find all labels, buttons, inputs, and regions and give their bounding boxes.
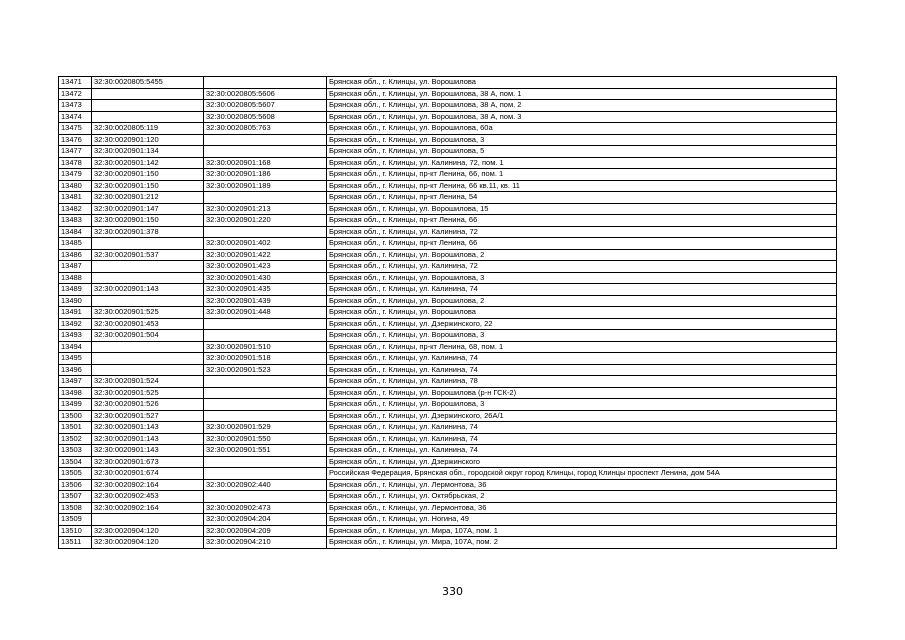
address-cell: Брянская обл., г. Клинцы, ул. Ворошилова, 38 А, пом. 1 <box>327 88 837 100</box>
table-row <box>59 134 837 146</box>
object-cadastral-number-cell: 32:30:0020901:186 <box>204 169 327 181</box>
table-row <box>59 410 837 422</box>
object-cadastral-number-cell: 32:30:0020904:210 <box>204 537 327 549</box>
cadastral-number-cell: 32:30:0020901:504 <box>92 330 204 342</box>
address-cell: Российская Федерация, Брянская обл., городской округ город Клинцы, город Клинцы проспект Ленина, дом 54А <box>327 468 837 480</box>
object-cadastral-number-cell <box>204 376 327 388</box>
table-row <box>59 272 837 284</box>
table-row <box>59 307 837 319</box>
table-row <box>59 364 837 376</box>
cadastral-number-cell <box>92 353 204 365</box>
object-cadastral-number-cell <box>204 387 327 399</box>
table-row <box>59 157 837 169</box>
table-row <box>59 491 837 503</box>
table-row <box>59 203 837 215</box>
table-row <box>59 433 837 445</box>
address-cell: Брянская обл., г. Клинцы, ул. Калинина, 72 <box>327 261 837 273</box>
address-cell: Брянская обл., г. Клинцы, ул. Калинина, 74 <box>327 353 837 365</box>
address-cell: Брянская обл., г. Клинцы, ул. Ворошилова, 38 А, пом. 2 <box>327 100 837 112</box>
table-row <box>59 88 837 100</box>
object-cadastral-number-cell: 32:30:0020901:422 <box>204 249 327 261</box>
object-cadastral-number-cell: 32:30:0020805:763 <box>204 123 327 135</box>
address-cell: Брянская обл., г. Клинцы, ул. Калинина, 72, пом. 1 <box>327 157 837 169</box>
table-row <box>59 238 837 250</box>
row-number-cell: 13503 <box>59 445 92 457</box>
cadastral-number-cell <box>92 341 204 353</box>
object-cadastral-number-cell <box>204 491 327 503</box>
cadastral-number-cell: 32:30:0020904:120 <box>92 525 204 537</box>
table-row <box>59 215 837 227</box>
cadastral-number-cell <box>92 514 204 526</box>
table-row <box>59 77 837 89</box>
row-number-cell: 13507 <box>59 491 92 503</box>
cadastral-number-cell: 32:30:0020901:674 <box>92 468 204 480</box>
address-cell: Брянская обл., г. Клинцы, пр-кт Ленина, 66 <box>327 215 837 227</box>
cadastral-number-cell: 32:30:0020901:143 <box>92 433 204 445</box>
row-number-cell: 13493 <box>59 330 92 342</box>
object-cadastral-number-cell <box>204 192 327 204</box>
object-cadastral-number-cell: 32:30:0020901:523 <box>204 364 327 376</box>
address-cell: Брянская обл., г. Клинцы, пр-кт Ленина, 66 кв.11, кв. 11 <box>327 180 837 192</box>
table-row <box>59 353 837 365</box>
cadastral-number-cell <box>92 111 204 123</box>
row-number-cell: 13477 <box>59 146 92 158</box>
table-row <box>59 422 837 434</box>
address-cell: Брянская обл., г. Клинцы, ул. Ворошилова, 2 <box>327 295 837 307</box>
cadastral-number-cell <box>92 295 204 307</box>
object-cadastral-number-cell: 32:30:0020901:448 <box>204 307 327 319</box>
address-cell: Брянская обл., г. Клинцы, ул. Калинина, 78 <box>327 376 837 388</box>
object-cadastral-number-cell: 32:30:0020901:213 <box>204 203 327 215</box>
address-cell: Брянская обл., г. Клинцы, ул. Лермонтова, 36 <box>327 479 837 491</box>
table-row <box>59 261 837 273</box>
cadastral-number-cell <box>92 100 204 112</box>
table-row <box>59 192 837 204</box>
object-cadastral-number-cell: 32:30:0020901:402 <box>204 238 327 250</box>
cadastral-number-cell: 32:30:0020904:120 <box>92 537 204 549</box>
cadastral-number-cell: 32:30:0020901:378 <box>92 226 204 238</box>
cadastral-number-cell: 32:30:0020902:164 <box>92 502 204 514</box>
object-cadastral-number-cell: 32:30:0020902:473 <box>204 502 327 514</box>
table-row <box>59 169 837 181</box>
address-cell: Брянская обл., г. Клинцы, ул. Калинина, 74 <box>327 422 837 434</box>
cadastral-number-cell <box>92 364 204 376</box>
row-number-cell: 13504 <box>59 456 92 468</box>
cadastral-number-cell: 32:30:0020901:673 <box>92 456 204 468</box>
row-number-cell: 13501 <box>59 422 92 434</box>
row-number-cell: 13475 <box>59 123 92 135</box>
address-cell: Брянская обл., г. Клинцы, пр-кт Ленина, 54 <box>327 192 837 204</box>
table-row <box>59 456 837 468</box>
table-row <box>59 376 837 388</box>
object-cadastral-number-cell: 32:30:0020901:435 <box>204 284 327 296</box>
cadastral-number-cell: 32:30:0020901:142 <box>92 157 204 169</box>
table-row <box>59 295 837 307</box>
row-number-cell: 13472 <box>59 88 92 100</box>
cadastral-number-cell <box>92 238 204 250</box>
row-number-cell: 13481 <box>59 192 92 204</box>
address-cell: Брянская обл., г. Клинцы, ул. Калинина, 72 <box>327 226 837 238</box>
table-row <box>59 249 837 261</box>
row-number-cell: 13480 <box>59 180 92 192</box>
cadastral-number-cell: 32:30:0020901:120 <box>92 134 204 146</box>
row-number-cell: 13484 <box>59 226 92 238</box>
address-cell: Брянская обл., г. Клинцы, ул. Ногина, 49 <box>327 514 837 526</box>
address-cell: Брянская обл., г. Клинцы, ул. Дзержинского, 22 <box>327 318 837 330</box>
table-row <box>59 284 837 296</box>
table-row <box>59 537 837 549</box>
address-cell: Брянская обл., г. Клинцы, ул. Ворошилова, 60а <box>327 123 837 135</box>
row-number-cell: 13505 <box>59 468 92 480</box>
object-cadastral-number-cell: 32:30:0020901:550 <box>204 433 327 445</box>
row-number-cell: 13490 <box>59 295 92 307</box>
object-cadastral-number-cell <box>204 456 327 468</box>
table-row <box>59 330 837 342</box>
object-cadastral-number-cell <box>204 226 327 238</box>
object-cadastral-number-cell: 32:30:0020805:5606 <box>204 88 327 100</box>
address-cell: Брянская обл., г. Клинцы, ул. Ворошилова, 3 <box>327 330 837 342</box>
object-cadastral-number-cell <box>204 134 327 146</box>
cadastral-number-cell: 32:30:0020901:147 <box>92 203 204 215</box>
object-cadastral-number-cell: 32:30:0020805:5607 <box>204 100 327 112</box>
table-row <box>59 387 837 399</box>
table-row <box>59 123 837 135</box>
row-number-cell: 13476 <box>59 134 92 146</box>
table-row <box>59 445 837 457</box>
row-number-cell: 13487 <box>59 261 92 273</box>
table-row <box>59 341 837 353</box>
cadastral-number-cell <box>92 261 204 273</box>
object-cadastral-number-cell: 32:30:0020901:430 <box>204 272 327 284</box>
object-cadastral-number-cell <box>204 410 327 422</box>
row-number-cell: 13508 <box>59 502 92 514</box>
table-row <box>59 525 837 537</box>
cadastral-number-cell: 32:30:0020901:527 <box>92 410 204 422</box>
address-cell: Брянская обл., г. Клинцы, ул. Ворошилова, 3 <box>327 134 837 146</box>
address-cell: Брянская обл., г. Клинцы, ул. Ворошилова, 5 <box>327 146 837 158</box>
cadastral-number-cell <box>92 272 204 284</box>
object-cadastral-number-cell <box>204 330 327 342</box>
address-cell: Брянская обл., г. Клинцы, ул. Ворошилова (р-н ГСК-2) <box>327 387 837 399</box>
address-cell: Брянская обл., г. Клинцы, ул. Дзержинского, 26А/1 <box>327 410 837 422</box>
address-cell: Брянская обл., г. Клинцы, пр-кт Ленина, 66 <box>327 238 837 250</box>
table-row <box>59 146 837 158</box>
cadastral-number-cell: 32:30:0020902:453 <box>92 491 204 503</box>
cadastral-number-cell: 32:30:0020901:143 <box>92 422 204 434</box>
row-number-cell: 13483 <box>59 215 92 227</box>
address-cell: Брянская обл., г. Клинцы, пр-кт Ленина, 68, пом. 1 <box>327 341 837 353</box>
address-cell: Брянская обл., г. Клинцы, ул. Калинина, 74 <box>327 445 837 457</box>
object-cadastral-number-cell: 32:30:0020902:440 <box>204 479 327 491</box>
object-cadastral-number-cell: 32:30:0020901:220 <box>204 215 327 227</box>
object-cadastral-number-cell <box>204 318 327 330</box>
table-row <box>59 111 837 123</box>
cadastral-number-cell: 32:30:0020805:119 <box>92 123 204 135</box>
row-number-cell: 13511 <box>59 537 92 549</box>
row-number-cell: 13482 <box>59 203 92 215</box>
address-cell: Брянская обл., г. Клинцы, ул. Октябрьская, 2 <box>327 491 837 503</box>
cadastral-number-cell: 32:30:0020901:525 <box>92 387 204 399</box>
row-number-cell: 13471 <box>59 77 92 89</box>
object-cadastral-number-cell: 32:30:0020901:189 <box>204 180 327 192</box>
address-cell: Брянская обл., г. Клинцы, ул. Ворошилова, 15 <box>327 203 837 215</box>
object-cadastral-number-cell <box>204 468 327 480</box>
object-cadastral-number-cell: 32:30:0020901:518 <box>204 353 327 365</box>
object-cadastral-number-cell: 32:30:0020901:168 <box>204 157 327 169</box>
table-row <box>59 399 837 411</box>
row-number-cell: 13498 <box>59 387 92 399</box>
table-row <box>59 226 837 238</box>
address-cell: Брянская обл., г. Клинцы, ул. Ворошилова, 3 <box>327 399 837 411</box>
object-cadastral-number-cell: 32:30:0020901:423 <box>204 261 327 273</box>
cadastral-number-cell: 32:30:0020902:164 <box>92 479 204 491</box>
cadastral-number-cell: 32:30:0020901:526 <box>92 399 204 411</box>
row-number-cell: 13485 <box>59 238 92 250</box>
cadastral-number-cell: 32:30:0020901:143 <box>92 284 204 296</box>
cadastral-number-cell <box>92 88 204 100</box>
object-cadastral-number-cell: 32:30:0020904:209 <box>204 525 327 537</box>
address-cell: Брянская обл., г. Клинцы, пр-кт Ленина, 66, пом. 1 <box>327 169 837 181</box>
row-number-cell: 13509 <box>59 514 92 526</box>
table-row <box>59 468 837 480</box>
row-number-cell: 13473 <box>59 100 92 112</box>
address-cell: Брянская обл., г. Клинцы, ул. Лермонтова, 36 <box>327 502 837 514</box>
address-cell: Брянская обл., г. Клинцы, ул. Ворошилова <box>327 77 837 89</box>
row-number-cell: 13497 <box>59 376 92 388</box>
cadastral-number-cell: 32:30:0020901:143 <box>92 445 204 457</box>
table-row <box>59 514 837 526</box>
row-number-cell: 13492 <box>59 318 92 330</box>
row-number-cell: 13496 <box>59 364 92 376</box>
table-row <box>59 100 837 112</box>
row-number-cell: 13479 <box>59 169 92 181</box>
registry-table-body <box>59 77 837 549</box>
object-cadastral-number-cell: 32:30:0020901:510 <box>204 341 327 353</box>
cadastral-number-cell: 32:30:0020805:5455 <box>92 77 204 89</box>
cadastral-number-cell: 32:30:0020901:150 <box>92 215 204 227</box>
object-cadastral-number-cell <box>204 399 327 411</box>
row-number-cell: 13474 <box>59 111 92 123</box>
registry-table <box>58 76 837 549</box>
page-number: 330 <box>442 585 463 598</box>
row-number-cell: 13502 <box>59 433 92 445</box>
address-cell: Брянская обл., г. Клинцы, ул. Ворошилова, 38 А, пом. 3 <box>327 111 837 123</box>
address-cell: Брянская обл., г. Клинцы, ул. Мира, 107А, пом. 2 <box>327 537 837 549</box>
row-number-cell: 13495 <box>59 353 92 365</box>
row-number-cell: 13491 <box>59 307 92 319</box>
cadastral-number-cell: 32:30:0020901:525 <box>92 307 204 319</box>
object-cadastral-number-cell <box>204 77 327 89</box>
address-cell: Брянская обл., г. Клинцы, ул. Ворошилова, 3 <box>327 272 837 284</box>
row-number-cell: 13489 <box>59 284 92 296</box>
row-number-cell: 13510 <box>59 525 92 537</box>
row-number-cell: 13488 <box>59 272 92 284</box>
address-cell: Брянская обл., г. Клинцы, ул. Ворошилова, 2 <box>327 249 837 261</box>
address-cell: Брянская обл., г. Клинцы, ул. Ворошилова <box>327 307 837 319</box>
cadastral-number-cell: 32:30:0020901:453 <box>92 318 204 330</box>
table-row <box>59 318 837 330</box>
row-number-cell: 13478 <box>59 157 92 169</box>
row-number-cell: 13494 <box>59 341 92 353</box>
address-cell: Брянская обл., г. Клинцы, ул. Калинина, 74 <box>327 284 837 296</box>
cadastral-number-cell: 32:30:0020901:524 <box>92 376 204 388</box>
cadastral-number-cell: 32:30:0020901:150 <box>92 180 204 192</box>
object-cadastral-number-cell: 32:30:0020901:439 <box>204 295 327 307</box>
address-cell: Брянская обл., г. Клинцы, ул. Калинина, 74 <box>327 433 837 445</box>
cadastral-number-cell: 32:30:0020901:212 <box>92 192 204 204</box>
table-row <box>59 180 837 192</box>
object-cadastral-number-cell: 32:30:0020901:529 <box>204 422 327 434</box>
object-cadastral-number-cell: 32:30:0020901:551 <box>204 445 327 457</box>
cadastral-number-cell: 32:30:0020901:150 <box>92 169 204 181</box>
table-row <box>59 479 837 491</box>
address-cell: Брянская обл., г. Клинцы, ул. Мира, 107А, пом. 1 <box>327 525 837 537</box>
cadastral-number-cell: 32:30:0020901:537 <box>92 249 204 261</box>
row-number-cell: 13500 <box>59 410 92 422</box>
row-number-cell: 13486 <box>59 249 92 261</box>
row-number-cell: 13506 <box>59 479 92 491</box>
row-number-cell: 13499 <box>59 399 92 411</box>
object-cadastral-number-cell: 32:30:0020904:204 <box>204 514 327 526</box>
address-cell: Брянская обл., г. Клинцы, ул. Калинина, 74 <box>327 364 837 376</box>
cadastral-number-cell: 32:30:0020901:134 <box>92 146 204 158</box>
object-cadastral-number-cell <box>204 146 327 158</box>
address-cell: Брянская обл., г. Клинцы, ул. Дзержинского <box>327 456 837 468</box>
object-cadastral-number-cell: 32:30:0020805:5608 <box>204 111 327 123</box>
table-row <box>59 502 837 514</box>
